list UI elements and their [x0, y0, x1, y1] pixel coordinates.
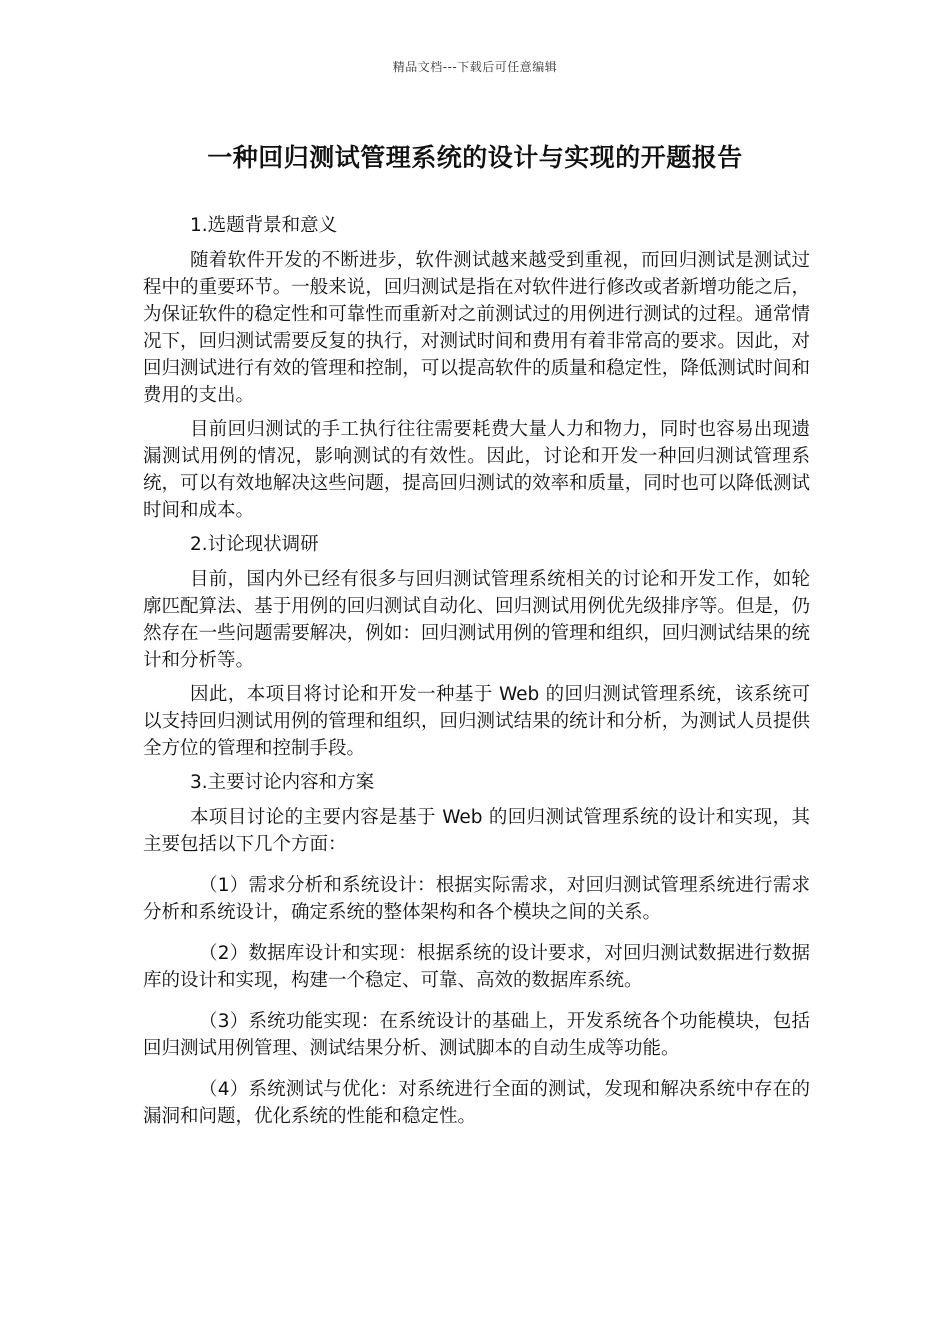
list-item-requirements: （1）需求分析和系统设计：根据实际需求，对回归测试管理系统进行需求分析和系统设计，确定系统的整体架构和各个模块之间的关系。 [143, 875, 810, 923]
page-header: 精品文档---下载后可任意编辑 [392, 60, 558, 74]
document-title: 一种回归测试管理系统的设计与实现的开题报告 [207, 143, 743, 172]
list-item-testing: （4）系统测试与优化：对系统进行全面的测试，发现和解决系统中存在的漏洞和问题，优化系统的性能和稳定性。 [143, 1079, 810, 1127]
paragraph-background-1: 随着软件开发的不断进步，软件测试越来越受到重视，而回归测试是测试过程中的重要环节。一般来说，回归测试是指在对软件进行修改或者新增功能之后，为保证软件的稳定性和可靠性而重新对之前测试过的用例进行测试的过程。通常情况下，回归测试需要反复的执行，对测试时间和费用有着非常高的要求。因此，对回归测试进行有效的管理和控制，可以提高软件的质量和稳定性，降低测试时间和费用的支出。 [143, 250, 810, 406]
paragraph-research-status-2: 因此，本项目将讨论和开发一种基于 Web 的回归测试管理系统，该系统可以支持回归测试用例的管理和组织，回归测试结果的统计和分析，为测试人员提供全方位的管理和控制手段。 [143, 684, 810, 759]
paragraph-research-status-1: 目前，国内外已经有很多与回归测试管理系统相关的讨论和开发工作，如轮廓匹配算法、基于用例的回归测试自动化、回归测试用例优先级排序等。但是，仍然存在一些问题需要解决，例如：回归测试用例的管理和组织，回归测试结果的统计和分析等。 [143, 569, 810, 671]
paragraph-background-2: 目前回归测试的手工执行往往需要耗费大量人力和物力，同时也容易出现遗漏测试用例的情况，影响测试的有效性。因此，讨论和开发一种回归测试管理系统，可以有效地解决这些问题，提高回归测试的效率和质量，同时也可以降低测试时间和成本。 [143, 419, 810, 521]
section-heading-research-status: 2.讨论现状调研 [190, 534, 319, 555]
section-heading-main-content: 3.主要讨论内容和方案 [190, 772, 375, 793]
document-body [143, 212, 810, 1144]
paragraph-main-content-intro: 本项目讨论的主要内容是基于 Web 的回归测试管理系统的设计和实现，其主要包括以下几个方面： [143, 807, 810, 855]
list-item-database: （2）数据库设计和实现：根据系统的设计要求，对回归测试数据进行数据库的设计和实现，构建一个稳定、可靠、高效的数据库系统。 [143, 943, 810, 991]
list-item-functions: （3）系统功能实现：在系统设计的基础上，开发系统各个功能模块，包括回归测试用例管理、测试结果分析、测试脚本的自动生成等功能。 [143, 1011, 810, 1059]
section-heading-background: 1.选题背景和意义 [190, 215, 338, 236]
